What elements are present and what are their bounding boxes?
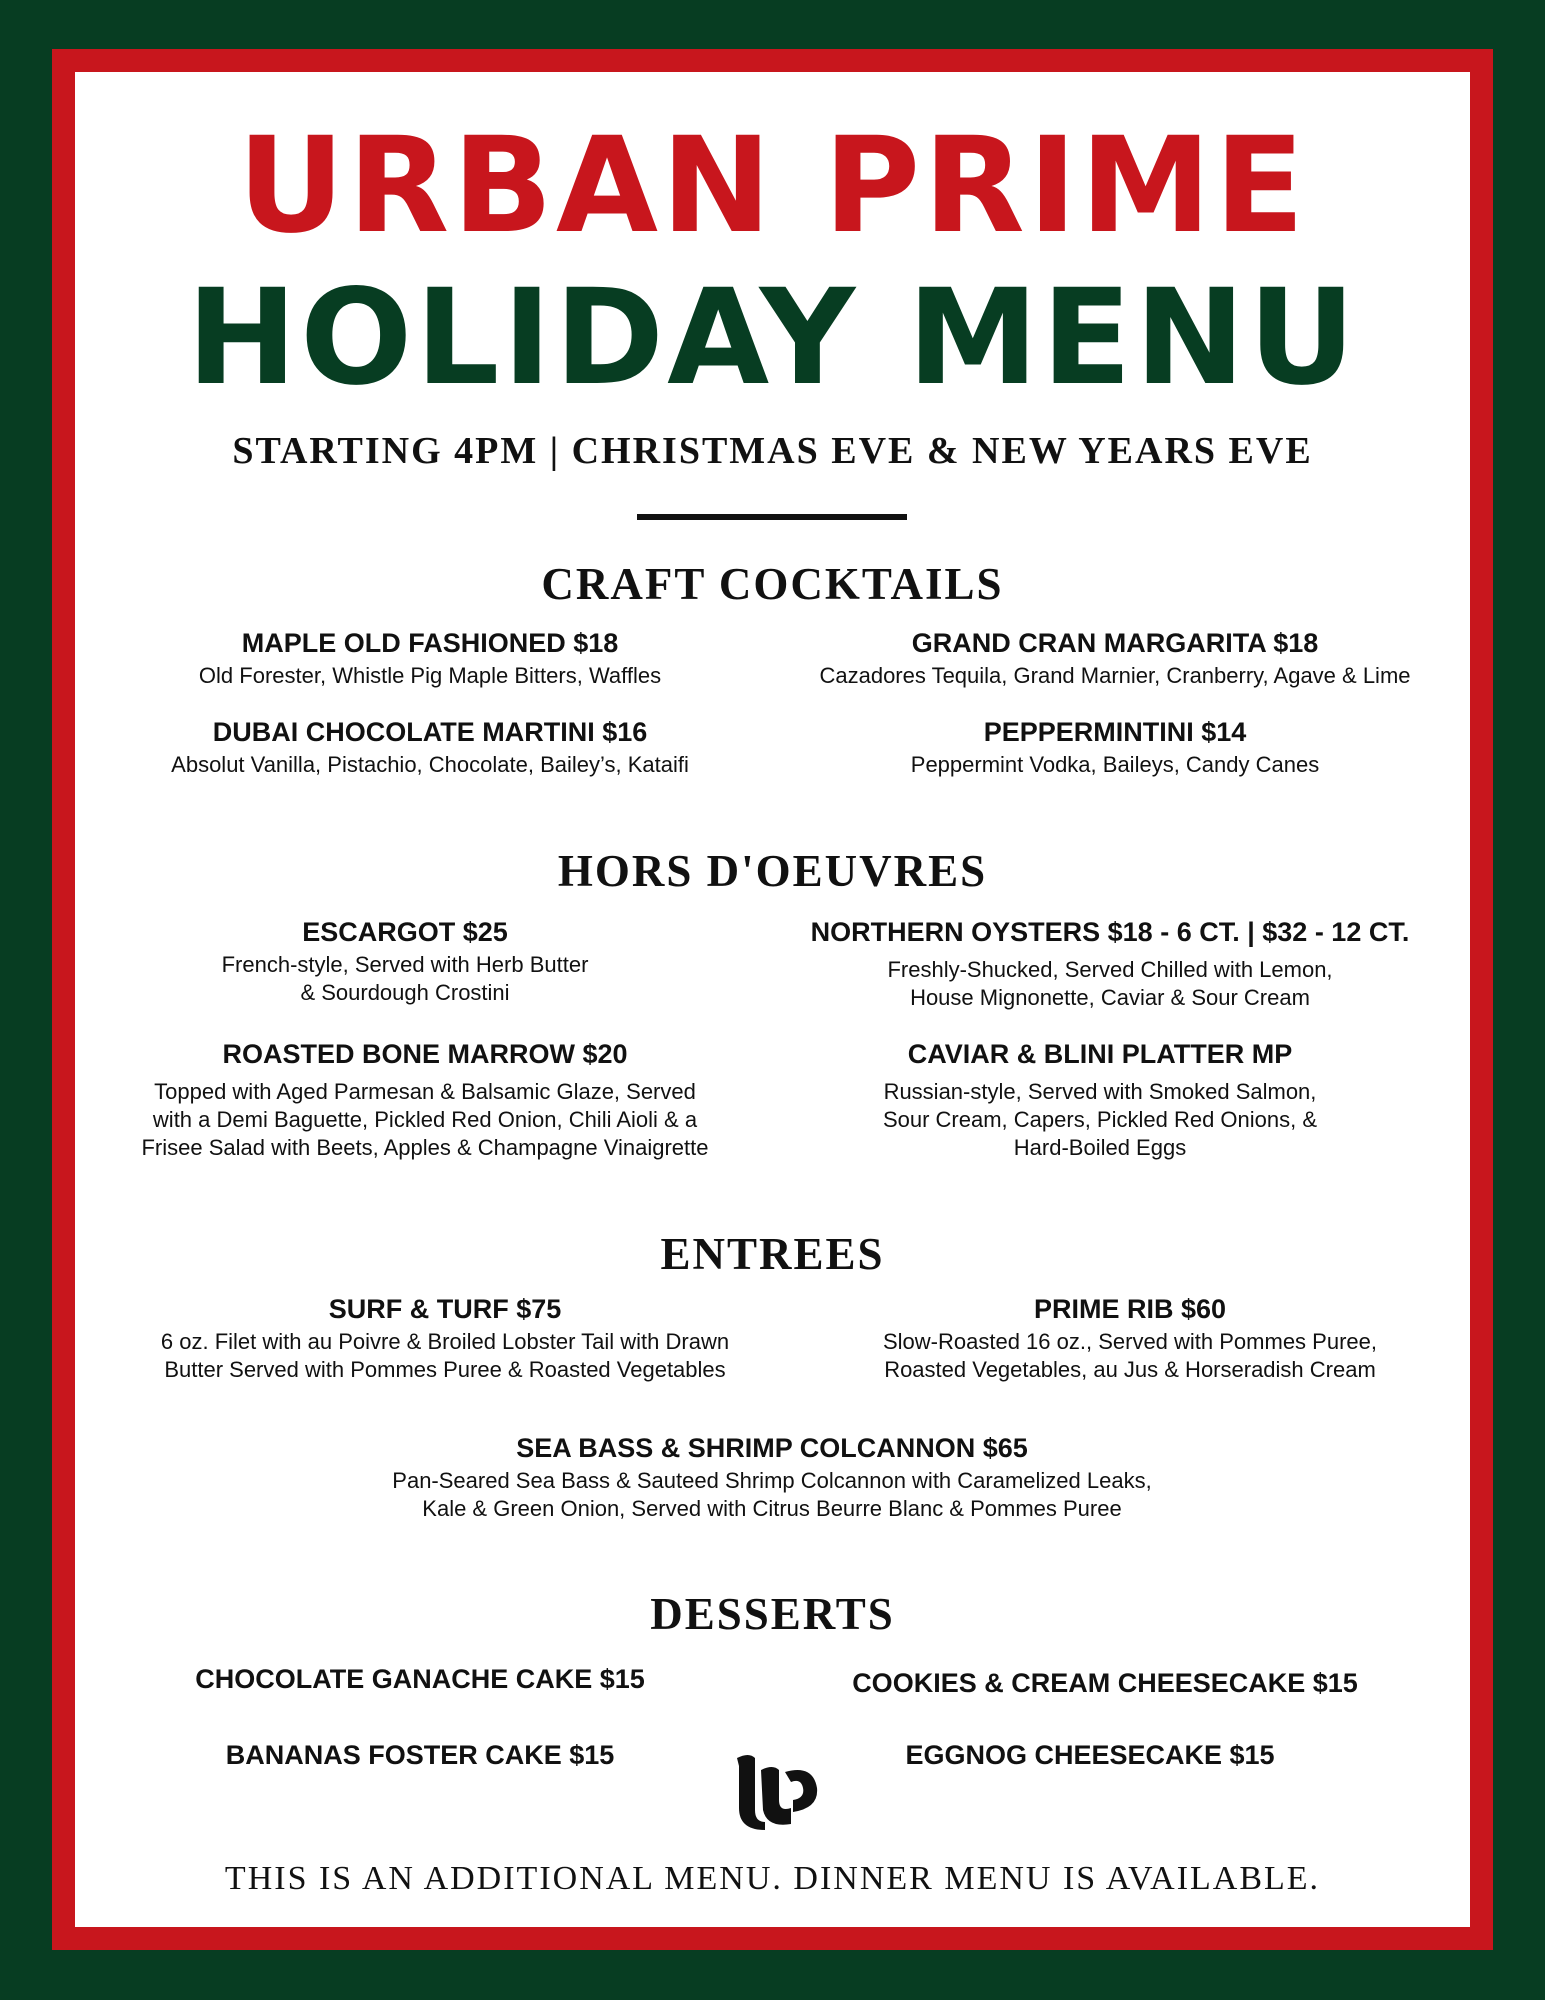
item-description: Pan-Seared Sea Bass & Sauteed Shrimp Colcannon with Caramelized Leaks, Kale & Green Onion, Served with Citrus Beurre Blanc & Pommes Puree (392, 1468, 1152, 1521)
item-name: MAPLE OLD FASHIONED $18 (241, 628, 619, 658)
menu-item (760, 916, 1460, 1012)
section-heading-cocktails: CRAFT COCKTAILS (541, 559, 1004, 609)
menu-item: CHOCOLATE GANACHE CAKE $15 (195, 1664, 645, 1694)
menu-item: BANANAS FOSTER CAKE $15 (225, 1740, 615, 1770)
menu-subtitle: STARTING 4PM | CHRISTMAS EVE & NEW YEARS EVE (232, 430, 1313, 472)
section-heading-hors-doeuvres: HORS D'OEUVRES (557, 846, 988, 896)
menu-item (130, 627, 730, 690)
item-name: PRIME RIB $60 (1033, 1294, 1227, 1324)
menu-item (222, 1432, 1322, 1523)
item-name: ROASTED BONE MARROW $20 (222, 1039, 628, 1069)
item-description: Cazadores Tequila, Grand Marnier, Cranberry, Agave & Lime (819, 663, 1411, 688)
menu-item (780, 716, 1450, 779)
item-description: 6 oz. Filet with au Poivre & Broiled Lobster Tail with Drawn Butter Served with Pommes Puree & Roasted Vegetables (160, 1329, 730, 1382)
menu-item (90, 1293, 800, 1384)
menu-item (90, 1038, 760, 1162)
item-name: NORTHERN OYSTERS $18 - 6 CT. | $32 - 12 CT. (810, 917, 1410, 947)
item-description: Old Forester, Whistle Pig Maple Bitters, Waffles (198, 663, 662, 688)
item-description: Slow-Roasted 16 oz., Served with Pommes Puree, Roasted Vegetables, au Jus & Horseradish Cream (882, 1329, 1377, 1382)
menu-item: EGGNOG CHEESECAKE $15 (905, 1740, 1275, 1770)
item-description: Russian-style, Served with Smoked Salmon, Sour Cream, Capers, Pickled Red Onions, & Hard-Boiled Eggs (882, 1079, 1318, 1160)
section-heading-entrees: ENTREES (660, 1229, 885, 1279)
menu-title: HOLIDAY MENU (186, 261, 1359, 415)
item-name: GRAND CRAN MARGARITA $18 (911, 628, 1319, 658)
menu-item (780, 1038, 1420, 1162)
item-name: DUBAI CHOCOLATE MARTINI $16 (212, 717, 648, 747)
item-name: SEA BASS & SHRIMP COLCANNON $65 (516, 1433, 1028, 1463)
urban-prime-logo-icon (735, 1750, 821, 1832)
footer-note: THIS IS AN ADDITIONAL MENU. DINNER MENU IS AVAILABLE. (224, 1860, 1321, 1897)
item-description: French-style, Served with Herb Butter & Sourdough Crostini (221, 952, 589, 1005)
item-name: PEPPERMINTINI $14 (983, 717, 1247, 747)
section-heading-desserts: DESSERTS (650, 1589, 895, 1639)
item-name: ESCARGOT $25 (302, 917, 508, 947)
menu-item (820, 1293, 1440, 1384)
menu-item (110, 716, 750, 779)
item-description: Absolut Vanilla, Pistachio, Chocolate, Bailey’s, Kataifi (171, 752, 689, 777)
menu-item: COOKIES & CREAM CHEESECAKE $15 (852, 1668, 1358, 1698)
item-description: Peppermint Vodka, Baileys, Candy Canes (910, 752, 1320, 777)
restaurant-name: URBAN PRIME (237, 109, 1308, 263)
item-name: SURF & TURF $75 (328, 1294, 562, 1324)
item-description: Topped with Aged Parmesan & Balsamic Glaze, Served with a Demi Baguette, Pickled Red Onion, Chili Aioli & a Frisee Salad with Beets, Apples & Champagne Vinaigrette (141, 1079, 709, 1160)
menu-item (750, 627, 1480, 690)
menu-item (120, 916, 690, 1007)
item-description: Freshly-Shucked, Served Chilled with Lemon, House Mignonette, Caviar & Sour Cream (887, 957, 1333, 1010)
item-name: CAVIAR & BLINI PLATTER MP (907, 1039, 1293, 1069)
divider-rule (637, 514, 907, 520)
